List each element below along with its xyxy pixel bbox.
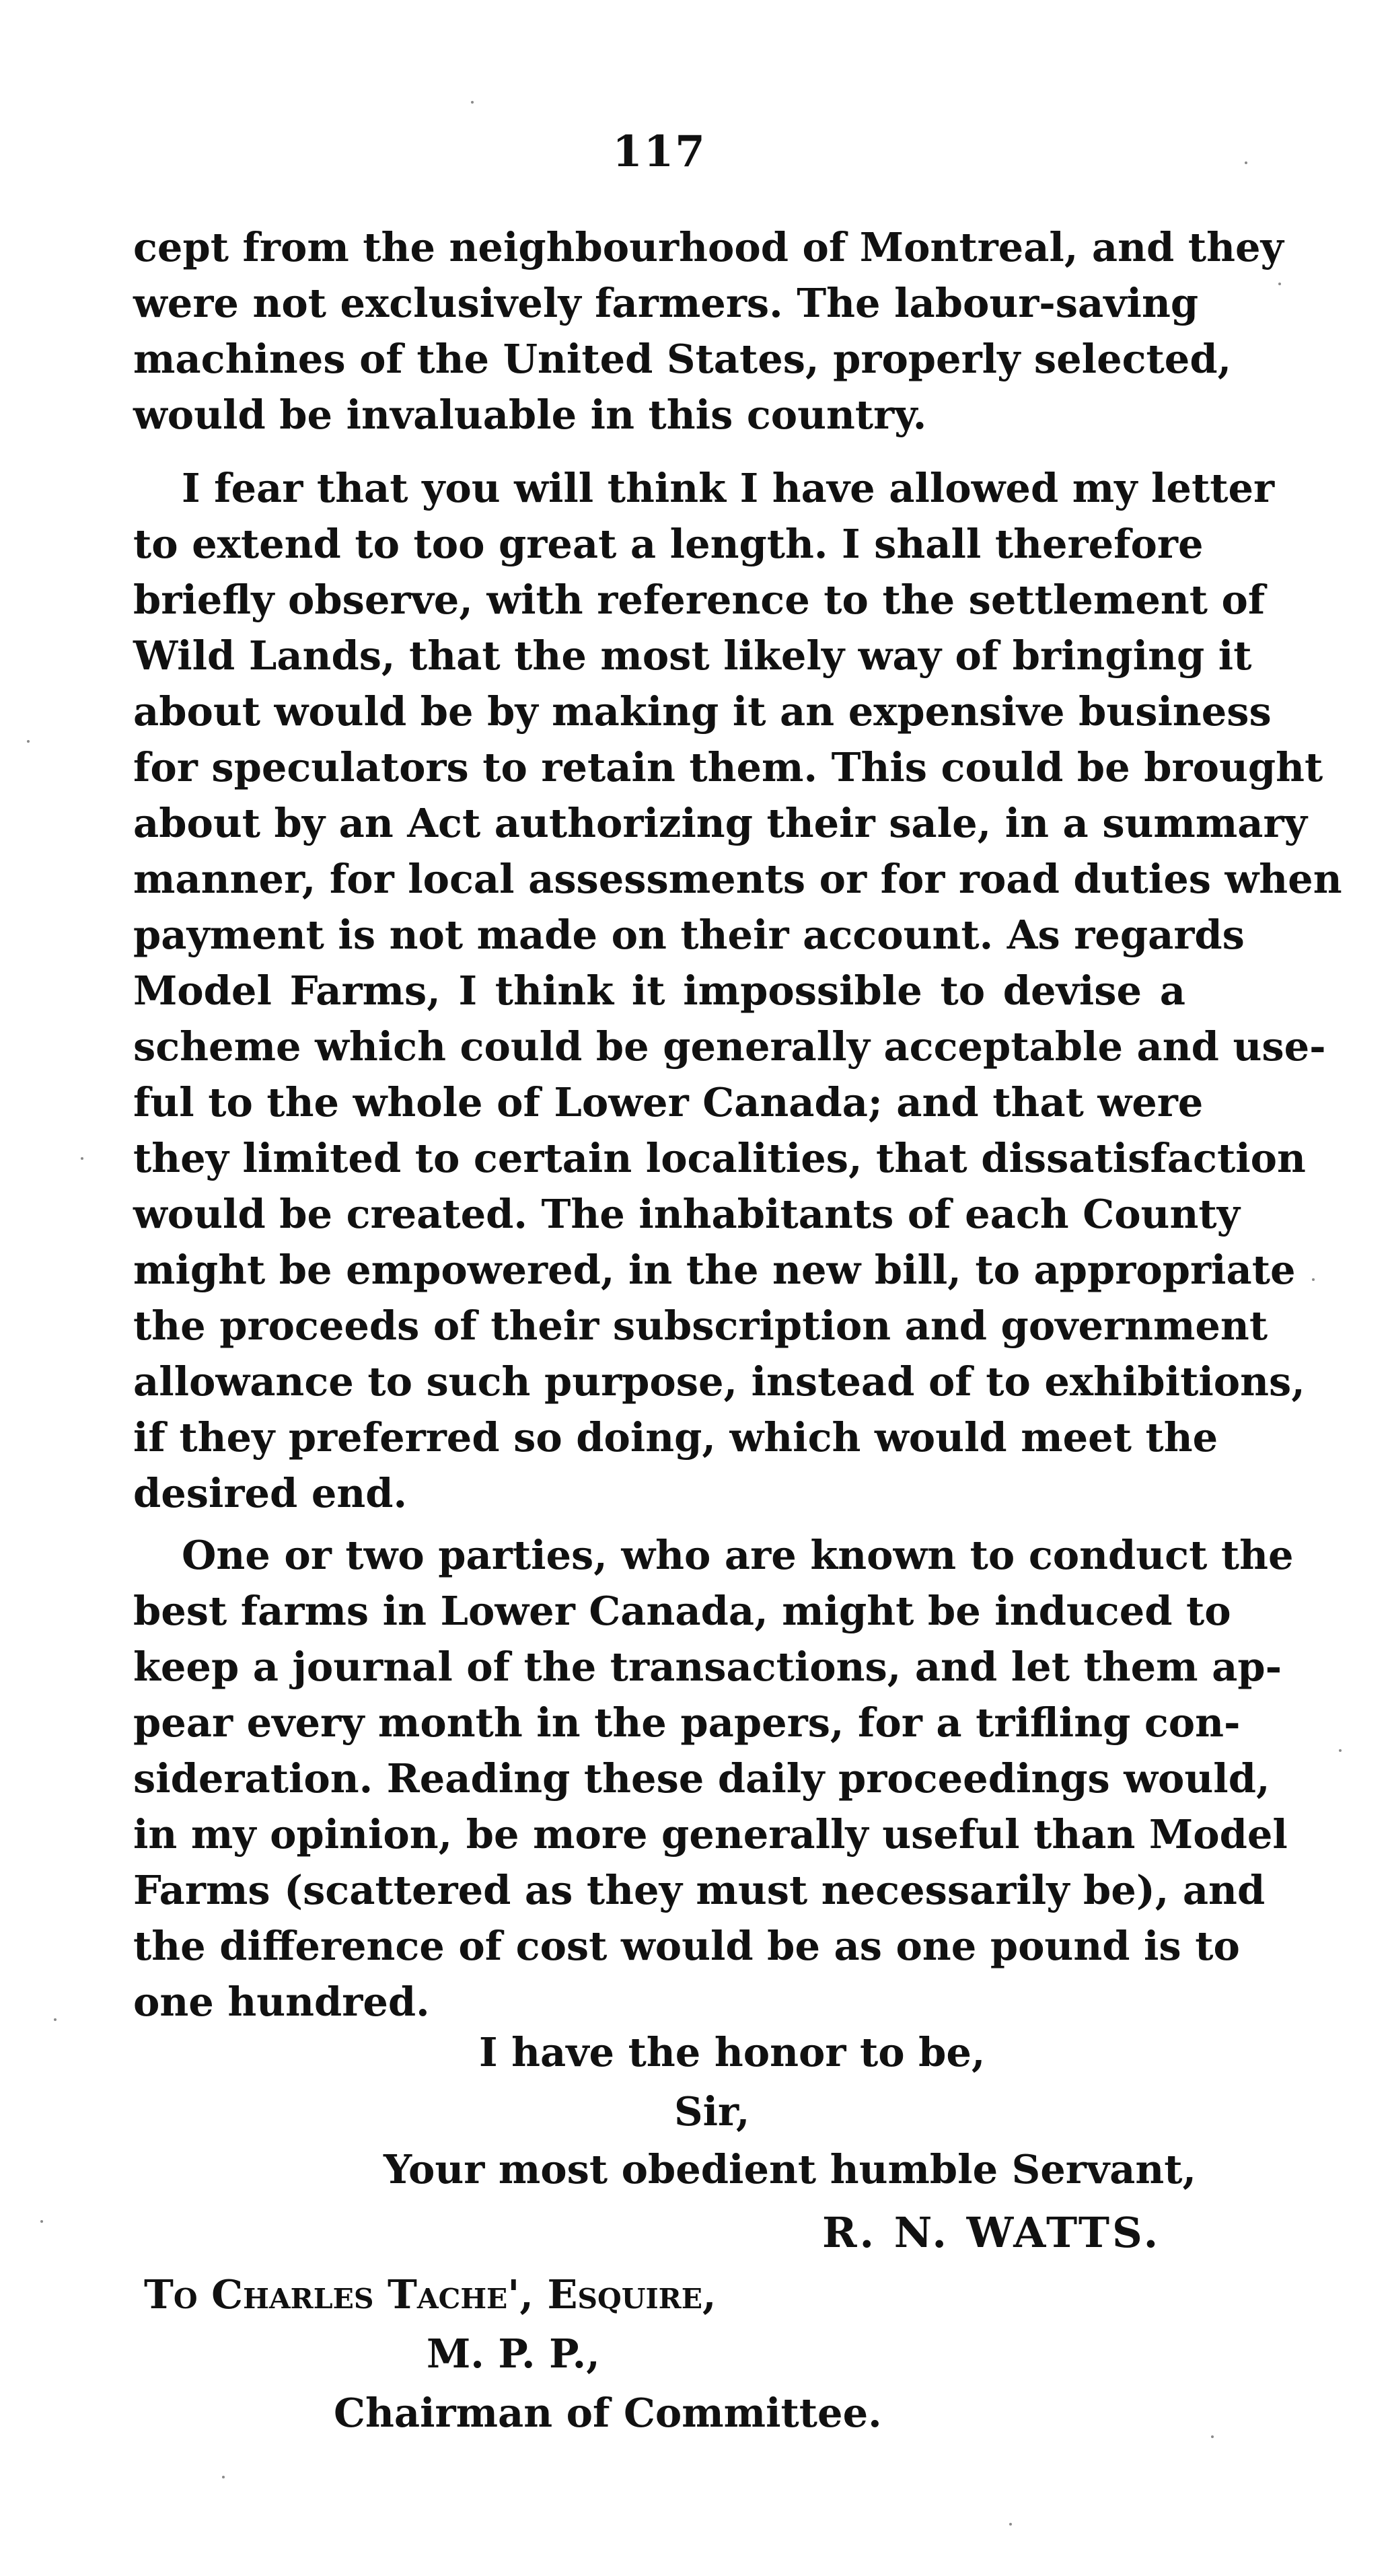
- address-title: M. P. P.,: [427, 2330, 600, 2377]
- text-line: about by an Act authorizing their sale, in a summary: [133, 800, 1307, 846]
- text-line: the difference of cost would be as one pound is to: [133, 1923, 1240, 1969]
- paper-speck: [1009, 2523, 1012, 2526]
- text-line: might be empowered, in the new bill, to appropriate: [133, 1247, 1296, 1293]
- body-paragraph-2: [133, 460, 1342, 1521]
- text-line: payment is not made on their account. As regards: [133, 912, 1245, 958]
- text-line: desired end.: [133, 1470, 408, 1516]
- paper-speck: [1278, 283, 1281, 285]
- signature: R. N. WATTS.: [822, 2208, 1161, 2257]
- paper-speck: [27, 740, 30, 743]
- closing-servant: Your most obedient humble Servant,: [383, 2146, 1197, 2193]
- page-number: 117: [612, 126, 706, 177]
- text-line: I fear that you will think I have allowed my letter: [182, 465, 1275, 511]
- address-recipient: To Charles Tache', Esquire,: [144, 2271, 717, 2318]
- text-line: the proceeds of their subscription and government: [133, 1302, 1268, 1349]
- text-line: sideration. Reading these daily proceedings would,: [133, 1755, 1270, 1802]
- paper-speck: [1312, 1278, 1315, 1281]
- text-line: about would be by making it an expensive business: [133, 688, 1272, 735]
- text-line: machines of the United States, properly selected,: [133, 336, 1232, 382]
- body-paragraph-1: [133, 219, 1284, 443]
- text-line: Farms (scattered as they must necessarily be), and: [133, 1867, 1266, 1913]
- text-line: pear every month in the papers, for a trifling con-: [133, 1699, 1241, 1746]
- paper-speck: [54, 2018, 57, 2021]
- text-line: if they preferred so doing, which would meet the: [133, 1414, 1218, 1461]
- text-line: were not exclusively farmers. The labour-saving: [133, 280, 1199, 326]
- paper-speck: [40, 2220, 43, 2223]
- paper-speck: [81, 1157, 83, 1160]
- closing-salutation: I have the honor to be,: [479, 2029, 986, 2075]
- closing-sir: Sir,: [674, 2088, 750, 2135]
- text-line: they limited to certain localities, that dissatisfaction: [133, 1135, 1306, 1181]
- text-line: ful to the whole of Lower Canada; and that were: [133, 1079, 1204, 1126]
- text-line: allowance to such purpose, instead of to exhibitions,: [133, 1358, 1305, 1405]
- paper-speck: [1211, 2435, 1214, 2438]
- text-line: would be invaluable in this country.: [133, 392, 927, 438]
- address-position: Chairman of Committee.: [334, 2390, 882, 2436]
- text-line: Wild Lands, that the most likely way of bringing it: [133, 632, 1252, 679]
- text-line: to extend to too great a length. I shall therefore: [133, 521, 1204, 567]
- text-line: for speculators to retain them. This could be brought: [133, 744, 1323, 790]
- text-line: in my opinion, be more generally useful than Model: [133, 1811, 1288, 1857]
- text-line: one hundred.: [133, 1979, 430, 2025]
- paper-speck: [1245, 161, 1247, 164]
- text-line: would be created. The inhabitants of each County: [133, 1191, 1240, 1237]
- paper-speck: [471, 101, 474, 104]
- text-line: best farms in Lower Canada, might be induced to: [133, 1588, 1231, 1634]
- paper-speck: [1339, 1749, 1342, 1752]
- text-line: manner, for local assessments or for road duties when: [133, 856, 1342, 902]
- body-paragraph-3: [133, 1527, 1294, 2030]
- paper-speck: [222, 2476, 225, 2478]
- text-line: Model Farms, I think it impossible to devise a: [133, 967, 1185, 1014]
- text-line: keep a journal of the transactions, and let them ap-: [133, 1644, 1282, 1690]
- text-line: scheme which could be generally acceptable and use-: [133, 1023, 1326, 1070]
- text-line: One or two parties, who are known to conduct the: [182, 1532, 1294, 1578]
- text-line: cept from the neighbourhood of Montreal, and they: [133, 224, 1284, 270]
- text-line: briefly observe, with reference to the settlement of: [133, 577, 1266, 623]
